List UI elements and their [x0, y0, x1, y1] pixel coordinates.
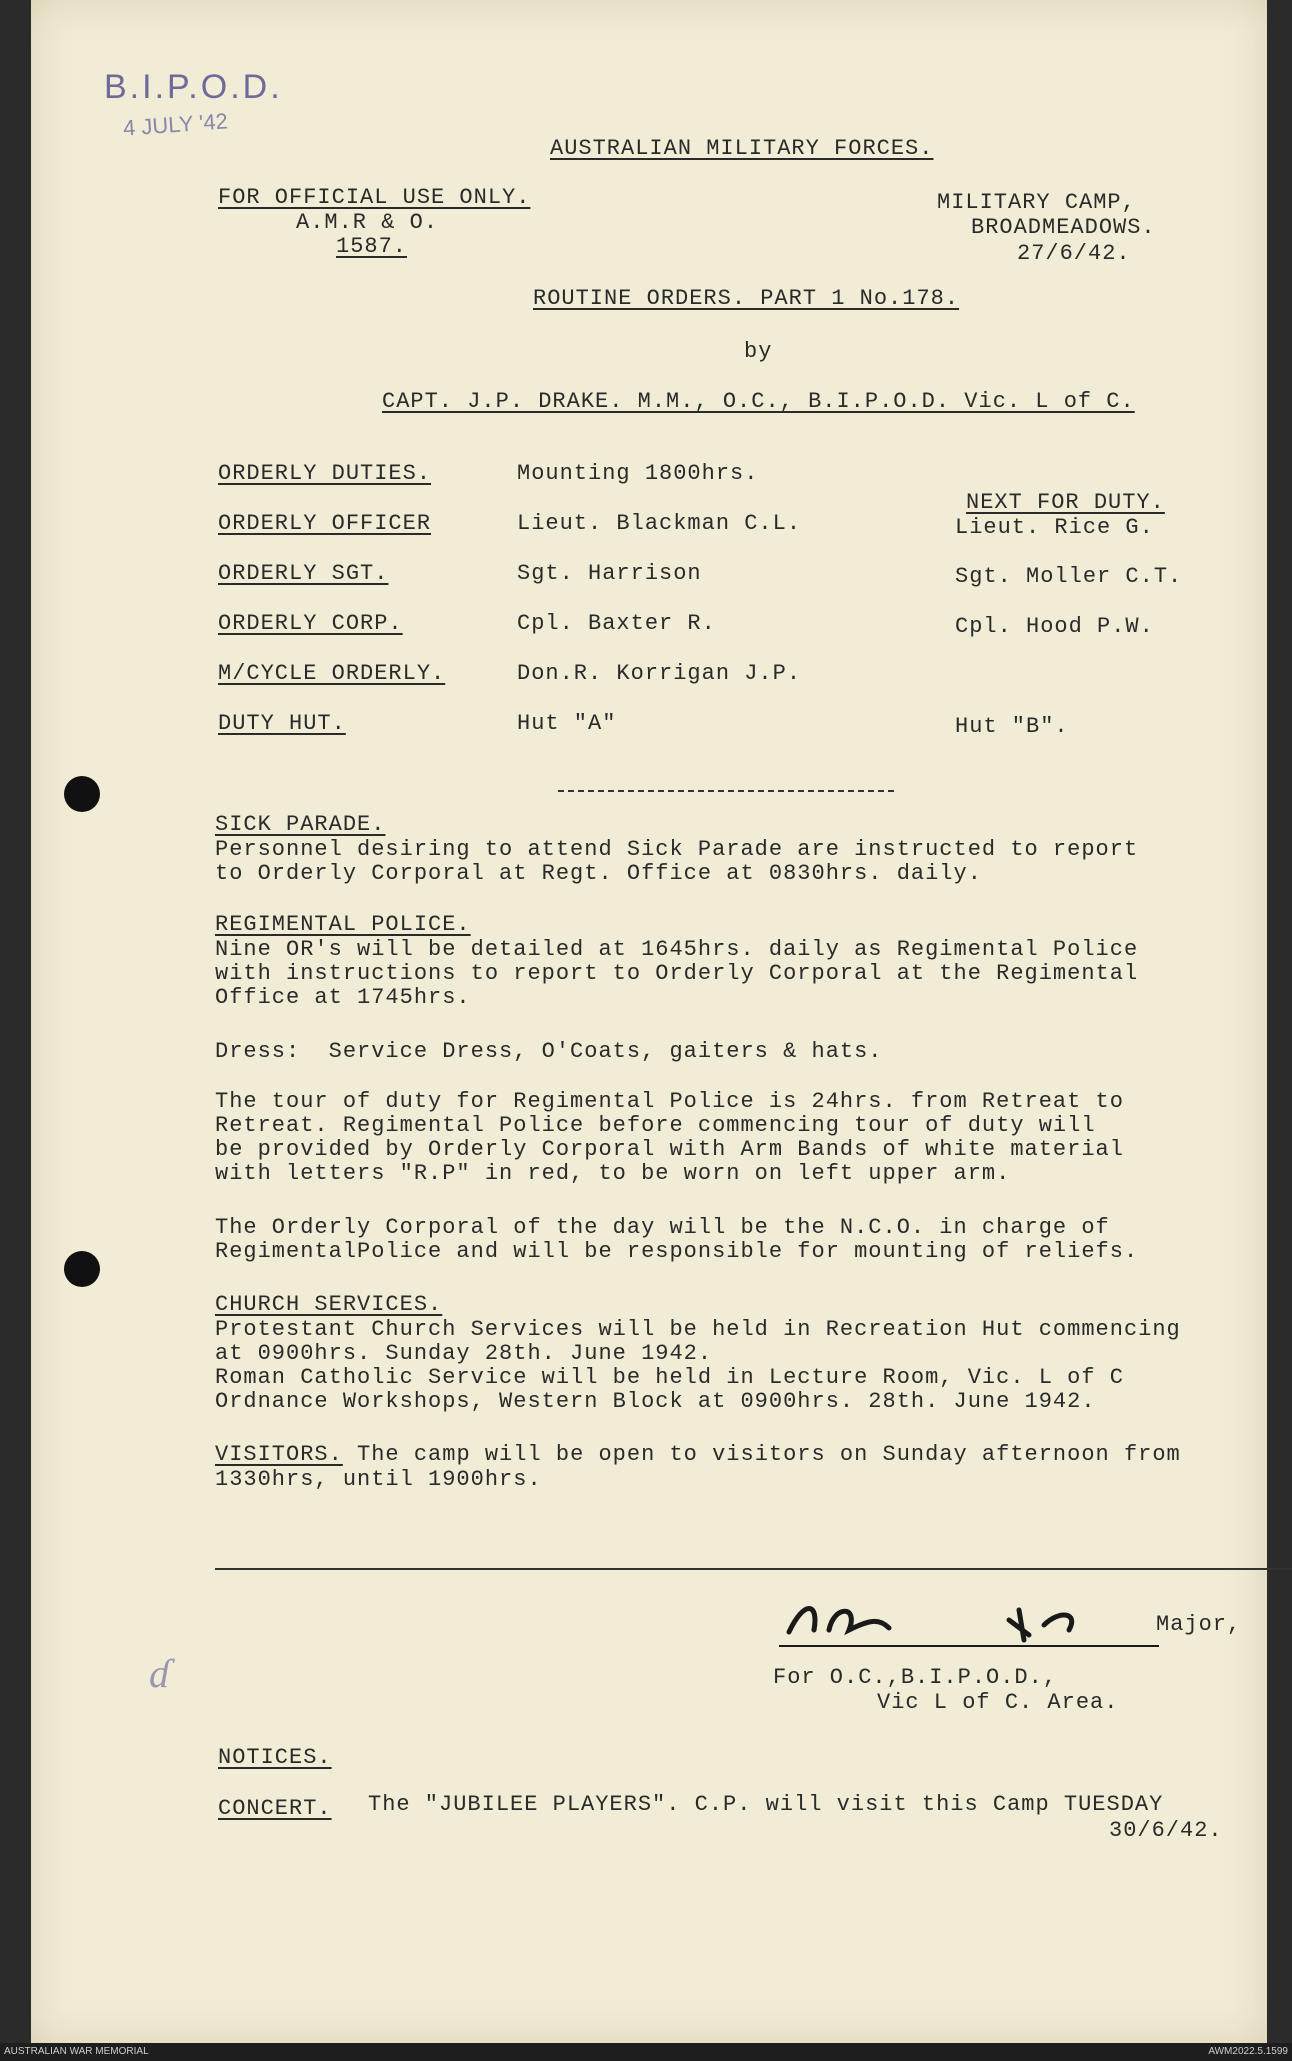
duty-value: Mounting 1800hrs. — [517, 461, 759, 486]
dress-text: Dress: Service Dress, O'Coats, gaiters & hats. — [215, 1039, 883, 1064]
visitors-text: The camp will be open to visitors on Sunday afternoon from — [342, 1442, 1181, 1467]
archive-id: AWM2022.5.1599 — [1208, 2046, 1288, 2057]
duty-value: Sgt. Harrison — [517, 561, 702, 586]
visitors-line — [215, 1442, 1181, 1467]
archive-footer — [0, 2043, 1292, 2061]
force-title: AUSTRALIAN MILITARY FORCES. — [550, 136, 934, 161]
amr-reference: A.M.R & O. — [296, 210, 439, 235]
regimental-police-heading: REGIMENTAL POLICE. — [215, 912, 471, 937]
notices-heading: NOTICES. — [218, 1745, 332, 1770]
concert-date: 30/6/42. — [1109, 1818, 1223, 1843]
duty-label: DUTY HUT. — [218, 711, 346, 736]
unit-stamp: B.I.P.O.D. — [104, 68, 283, 106]
church-services-text: Protestant Church Services will be held in Recreation Hut commencing at 0900hrs. Sunday 28th. June 1942. Roman Catholic Service will be held in Lecture Room, Vic. L of C Ordnance Workshops, Western Block at 0900hrs. 28th. June 1942. — [215, 1317, 1181, 1414]
duty-label: ORDERLY CORP. — [218, 611, 403, 636]
punch-hole — [64, 1251, 100, 1287]
duty-label: ORDERLY OFFICER — [218, 511, 432, 536]
duty-value: Hut "A" — [517, 711, 617, 736]
duty-value: Cpl. Baxter R. — [517, 611, 716, 636]
handwritten-signature — [779, 1590, 1159, 1650]
document-page — [31, 0, 1267, 2043]
signature-divider — [215, 1568, 1292, 1570]
next-for-duty-heading: NEXT FOR DUTY. — [966, 490, 1165, 515]
reference-number: 1587. — [336, 234, 408, 259]
visitors-heading: VISITORS. — [215, 1442, 343, 1467]
stamp-date: 4 JULY '42 — [122, 108, 229, 141]
signature-area: Vic L of C. Area. — [877, 1690, 1119, 1715]
sick-parade-heading: SICK PARADE. — [215, 812, 386, 837]
orders-title: ROUTINE ORDERS. PART 1 No.178. — [533, 286, 960, 311]
concert-text: The "JUBILEE PLAYERS". C.P. will visit this Camp TUESDAY — [368, 1792, 1164, 1817]
margin-pencil-mark: ɗ — [149, 1651, 169, 1696]
by-label: by — [744, 339, 773, 364]
tour-of-duty-text: The tour of duty for Regimental Police is 24hrs. from Retreat to Retreat. Regimental Police before commencing tour of duty will be provided by Orderly Corporal with Arm Bands of white material with letters "R.P" in red, to be worn on left upper arm. — [215, 1089, 1124, 1186]
order-date: 27/6/42. — [1017, 241, 1131, 266]
punch-hole — [64, 776, 100, 812]
duty-value: Lieut. Blackman C.L. — [517, 511, 802, 536]
concert-label: CONCERT. — [218, 1796, 332, 1821]
duty-label: ORDERLY DUTIES. — [218, 461, 432, 486]
duty-label: ORDERLY SGT. — [218, 561, 389, 586]
duty-next: Hut "B". — [955, 714, 1069, 739]
orderly-corporal-text: The Orderly Corporal of the day will be the N.C.O. in charge of RegimentalPolice and will be responsible for mounting of reliefs. — [215, 1215, 1139, 1264]
official-use-label: FOR OFFICIAL USE ONLY. — [218, 185, 531, 210]
duty-label: M/CYCLE ORDERLY. — [218, 661, 446, 686]
visitors-text-continued: 1330hrs, until 1900hrs. — [215, 1467, 542, 1492]
camp-location: BROADMEADOWS. — [971, 215, 1156, 240]
duty-next: Cpl. Hood P.W. — [955, 614, 1154, 639]
duty-value: Don.R. Korrigan J.P. — [517, 661, 802, 686]
duty-next: Sgt. Moller C.T. — [955, 564, 1183, 589]
church-services-heading: CHURCH SERVICES. — [215, 1292, 443, 1317]
regimental-police-text: Nine OR's will be detailed at 1645hrs. daily as Regimental Police with instructions to report to Orderly Corporal at the Regimental Office at 1745hrs. — [215, 937, 1139, 1010]
archive-name: AUSTRALIAN WAR MEMORIAL — [4, 2046, 149, 2057]
duty-next: Lieut. Rice G. — [955, 515, 1154, 540]
camp-name: MILITARY CAMP, — [937, 190, 1136, 215]
signature-for-line: For O.C.,B.I.P.O.D., — [773, 1665, 1058, 1690]
section-divider — [558, 790, 894, 792]
issuing-officer: CAPT. J.P. DRAKE. M.M., O.C., B.I.P.O.D. Vic. L of C. — [382, 389, 1135, 414]
sick-parade-text: Personnel desiring to attend Sick Parade are instructed to report to Orderly Corporal at Regt. Office at 0830hrs. daily. — [215, 837, 1139, 886]
signatory-rank: Major, — [1156, 1612, 1242, 1637]
